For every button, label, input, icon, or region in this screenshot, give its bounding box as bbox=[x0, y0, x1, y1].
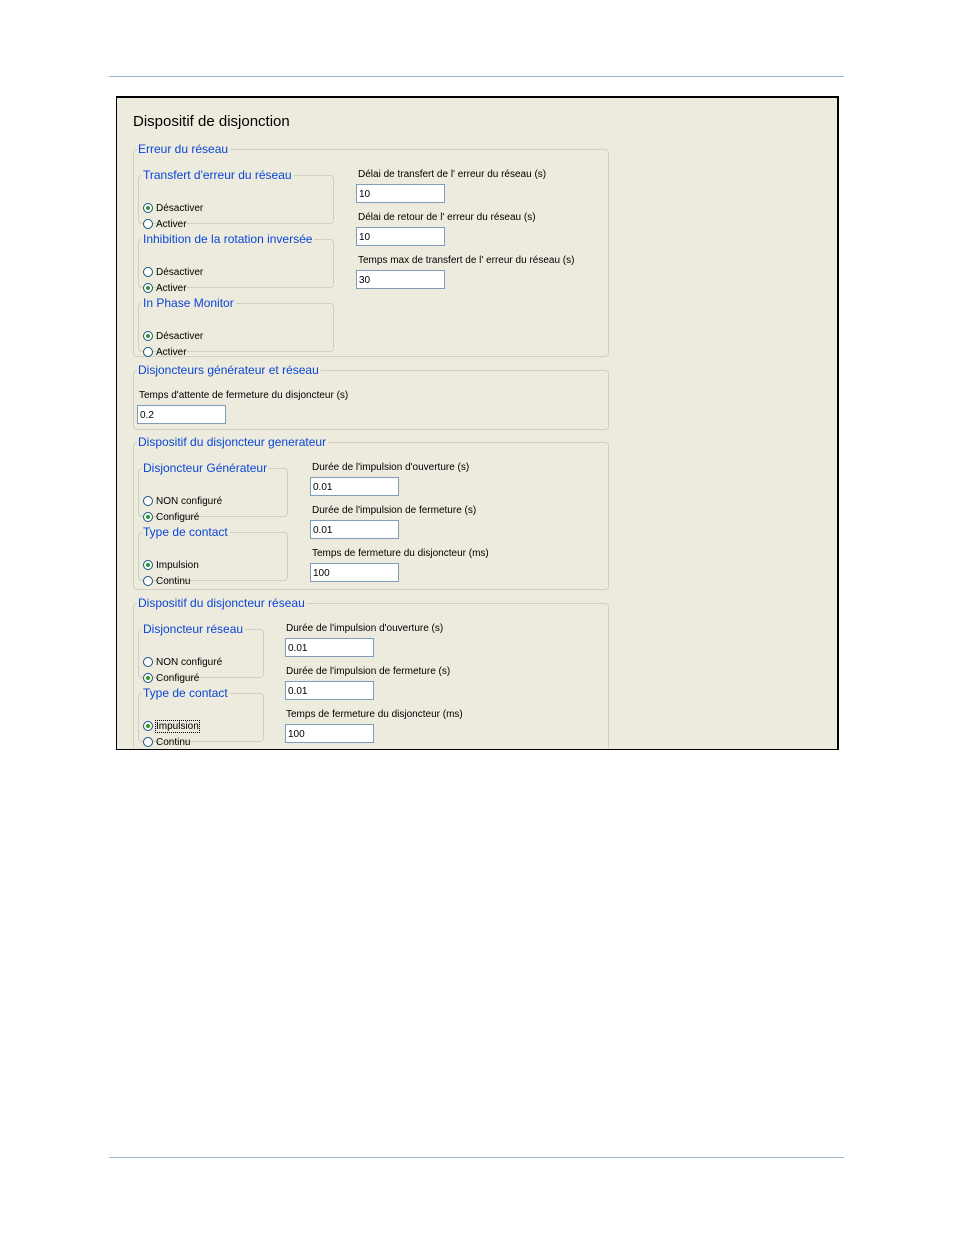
radio-circle-icon bbox=[143, 721, 153, 731]
mains-fail-transfer-group bbox=[138, 168, 334, 230]
radio-label: NON configuré bbox=[156, 656, 223, 668]
in-phase-monitor-legend: In Phase Monitor bbox=[143, 296, 234, 310]
gen-breaker-config-legend: Disjoncteur Générateur bbox=[143, 461, 268, 475]
breaker-hardware-panel bbox=[116, 96, 839, 750]
radio-circle-icon bbox=[143, 203, 153, 213]
breaker-wait-input[interactable] bbox=[137, 405, 226, 424]
gen-contact-continuous-radio[interactable] bbox=[143, 574, 190, 588]
mains-open-pulse-label: Durée de l'impulsion d'ouverture (s) bbox=[286, 623, 444, 634]
mains-fail-max-transfer-label: Temps max de transfert de l' erreur du réseau (s) bbox=[358, 255, 575, 266]
mains-fail-return-delay-label: Délai de retour de l' erreur du réseau (s) bbox=[358, 212, 536, 223]
gen-breaker-not-configured-radio[interactable] bbox=[143, 494, 222, 508]
mains-contact-continuous-radio[interactable] bbox=[143, 735, 190, 749]
gen-close-time-input[interactable] bbox=[310, 563, 399, 582]
radio-circle-icon bbox=[143, 219, 153, 229]
mains-contact-type-legend: Type de contact bbox=[143, 686, 228, 700]
gen-breaker-configured-radio[interactable] bbox=[143, 510, 199, 524]
breakers-legend: Disjoncteurs générateur et réseau bbox=[138, 363, 319, 377]
mains-breaker-configured-radio[interactable] bbox=[143, 671, 199, 685]
radio-circle-icon bbox=[143, 673, 153, 683]
mains-close-time-input[interactable] bbox=[285, 724, 374, 743]
radio-label: Activer bbox=[156, 282, 187, 294]
gen-breaker-config-group bbox=[138, 461, 288, 523]
radio-circle-icon bbox=[143, 331, 153, 341]
mains-close-time-label: Temps de fermeture du disjoncteur (ms) bbox=[286, 709, 463, 720]
reverse-rotation-group bbox=[138, 232, 334, 294]
gen-breaker-group bbox=[133, 436, 609, 590]
gen-open-pulse-input[interactable] bbox=[310, 477, 399, 496]
footer-rule bbox=[109, 1157, 844, 1158]
mains-fail-return-delay-input[interactable] bbox=[356, 227, 445, 246]
radio-label: Continu bbox=[156, 575, 191, 587]
mains-fail-transfer-legend: Transfert d'erreur du réseau bbox=[143, 168, 292, 182]
radio-label: Configuré bbox=[156, 511, 200, 523]
radio-circle-icon bbox=[143, 576, 153, 586]
radio-circle-icon bbox=[143, 512, 153, 522]
reverse-rotation-disable-radio[interactable] bbox=[143, 265, 203, 279]
header-rule bbox=[109, 76, 844, 77]
mains-fail-group bbox=[133, 143, 609, 357]
in-phase-monitor-group bbox=[138, 296, 334, 358]
gen-open-pulse-label: Durée de l'impulsion d'ouverture (s) bbox=[312, 462, 470, 473]
radio-label: Impulsion bbox=[156, 559, 199, 571]
radio-label: Désactiver bbox=[156, 266, 204, 278]
mains-close-pulse-label: Durée de l'impulsion de fermeture (s) bbox=[286, 666, 451, 677]
radio-circle-icon bbox=[143, 737, 153, 747]
mains-fail-max-transfer-input[interactable] bbox=[356, 270, 445, 289]
in-phase-monitor-disable-radio[interactable] bbox=[143, 329, 203, 343]
radio-circle-icon bbox=[143, 496, 153, 506]
radio-label: Impulsion bbox=[156, 720, 199, 732]
mains-breaker-group bbox=[133, 597, 609, 750]
mains-close-pulse-input[interactable] bbox=[285, 681, 374, 700]
radio-circle-icon bbox=[143, 347, 153, 357]
radio-label: Activer bbox=[156, 346, 187, 358]
gen-close-pulse-input[interactable] bbox=[310, 520, 399, 539]
panel-title: Dispositif de disjonction bbox=[133, 113, 290, 130]
radio-label: Configuré bbox=[156, 672, 200, 684]
mains-breaker-legend: Dispositif du disjoncteur réseau bbox=[138, 596, 305, 610]
gen-contact-type-legend: Type de contact bbox=[143, 525, 228, 539]
breakers-group bbox=[133, 364, 609, 430]
mains-contact-type-group bbox=[138, 686, 264, 748]
gen-breaker-legend: Dispositif du disjoncteur generateur bbox=[138, 435, 327, 449]
radio-circle-icon bbox=[143, 283, 153, 293]
breaker-wait-label: Temps d'attente de fermeture du disjoncteur (s) bbox=[139, 390, 349, 401]
mains-contact-pulse-radio[interactable] bbox=[143, 719, 199, 733]
mains-open-pulse-input[interactable] bbox=[285, 638, 374, 657]
mains-fail-transfer-delay-input[interactable] bbox=[356, 184, 445, 203]
radio-label: Désactiver bbox=[156, 330, 204, 342]
gen-close-time-label: Temps de fermeture du disjoncteur (ms) bbox=[312, 548, 489, 559]
mains-fail-transfer-enable-radio[interactable] bbox=[143, 217, 187, 231]
mains-fail-transfer-disable-radio[interactable] bbox=[143, 201, 203, 215]
gen-close-pulse-label: Durée de l'impulsion de fermeture (s) bbox=[312, 505, 477, 516]
gen-contact-pulse-radio[interactable] bbox=[143, 558, 199, 572]
mains-fail-legend: Erreur du réseau bbox=[138, 142, 229, 156]
mains-breaker-not-configured-radio[interactable] bbox=[143, 655, 222, 669]
mains-fail-transfer-delay-label: Délai de transfert de l' erreur du réseau (s) bbox=[358, 169, 547, 180]
gen-contact-type-group bbox=[138, 525, 288, 587]
radio-circle-icon bbox=[143, 560, 153, 570]
radio-label: Désactiver bbox=[156, 202, 204, 214]
mains-breaker-config-group bbox=[138, 622, 264, 684]
radio-label: Continu bbox=[156, 736, 191, 748]
in-phase-monitor-enable-radio[interactable] bbox=[143, 345, 187, 359]
radio-circle-icon bbox=[143, 267, 153, 277]
radio-label: Activer bbox=[156, 218, 187, 230]
radio-circle-icon bbox=[143, 657, 153, 667]
radio-label: NON configuré bbox=[156, 495, 223, 507]
reverse-rotation-enable-radio[interactable] bbox=[143, 281, 187, 295]
reverse-rotation-legend: Inhibition de la rotation inversée bbox=[143, 232, 313, 246]
mains-breaker-config-legend: Disjoncteur réseau bbox=[143, 622, 244, 636]
